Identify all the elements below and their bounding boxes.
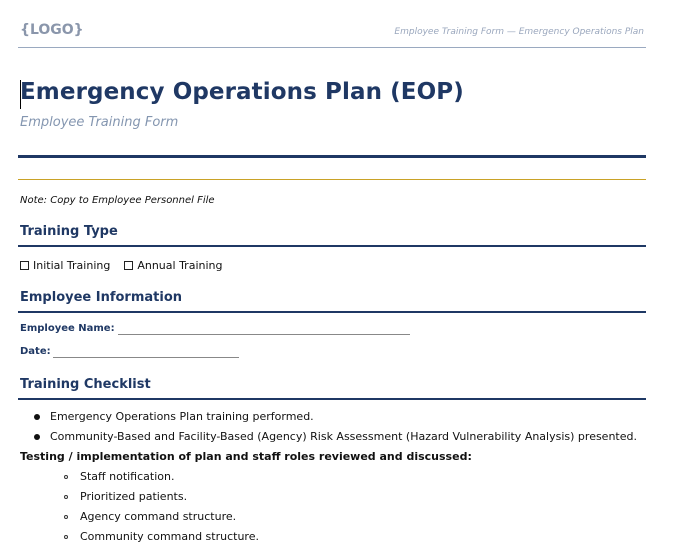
sub-list-item[interactable]	[64, 510, 236, 523]
sub-list-item-text: Community command structure.	[80, 530, 259, 543]
section-heading-training-checklist[interactable]: Training Checklist	[20, 377, 151, 392]
running-header: Employee Training Form — Emergency Operations Plan	[394, 27, 644, 37]
list-item-text: Community-Based and Facility-Based (Agency) Risk Assessment (Hazard Vulnerability Analysis) presented.	[50, 430, 637, 443]
list-item-text: Emergency Operations Plan training performed.	[50, 410, 314, 423]
logo-placeholder: {LOGO}	[20, 22, 84, 38]
section-heading-training-type[interactable]: Training Type	[20, 224, 118, 239]
section-divider	[18, 245, 646, 247]
personnel-file-note[interactable]: Note: Copy to Employee Personnel File	[20, 195, 215, 206]
bullet-icon	[34, 414, 40, 420]
testing-implementation-line[interactable]: Testing / implementation of plan and staff roles reviewed and discussed:	[20, 450, 472, 463]
checkbox-icon[interactable]	[124, 261, 133, 270]
sub-list-item-text: Prioritized patients.	[80, 490, 188, 503]
document-subtitle[interactable]: Employee Training Form	[20, 115, 179, 130]
section-heading-employee-information[interactable]: Employee Information	[20, 290, 183, 305]
date-field[interactable]	[53, 357, 239, 358]
sub-list-item-text: Staff notification.	[80, 470, 175, 483]
section-divider	[18, 398, 646, 400]
list-item[interactable]	[34, 410, 314, 423]
initial-training-option[interactable]	[20, 259, 110, 272]
date-label: Date:	[20, 346, 51, 357]
bullet-icon	[34, 434, 40, 440]
hollow-bullet-icon	[64, 515, 68, 519]
employee-name-field[interactable]	[118, 334, 410, 335]
sub-list-item[interactable]	[64, 470, 174, 483]
sub-list-item[interactable]	[64, 490, 187, 503]
hollow-bullet-icon	[64, 495, 68, 499]
checkbox-icon[interactable]	[20, 261, 29, 270]
hollow-bullet-icon	[64, 535, 68, 539]
list-item[interactable]	[34, 430, 637, 443]
checkbox-label: Initial Training	[33, 259, 111, 272]
section-divider	[18, 311, 646, 313]
annual-training-option[interactable]	[124, 259, 222, 272]
employee-name-label: Employee Name:	[20, 323, 115, 334]
checkbox-label: Annual Training	[137, 259, 223, 272]
accent-divider	[18, 179, 646, 180]
sub-list-item[interactable]	[64, 530, 259, 543]
sub-list-item-text: Agency command structure.	[80, 510, 237, 523]
title-divider	[18, 155, 646, 158]
training-type-options	[20, 259, 236, 272]
header-divider	[18, 47, 646, 48]
document-title[interactable]: Emergency Operations Plan (EOP)	[20, 79, 464, 105]
hollow-bullet-icon	[64, 475, 68, 479]
